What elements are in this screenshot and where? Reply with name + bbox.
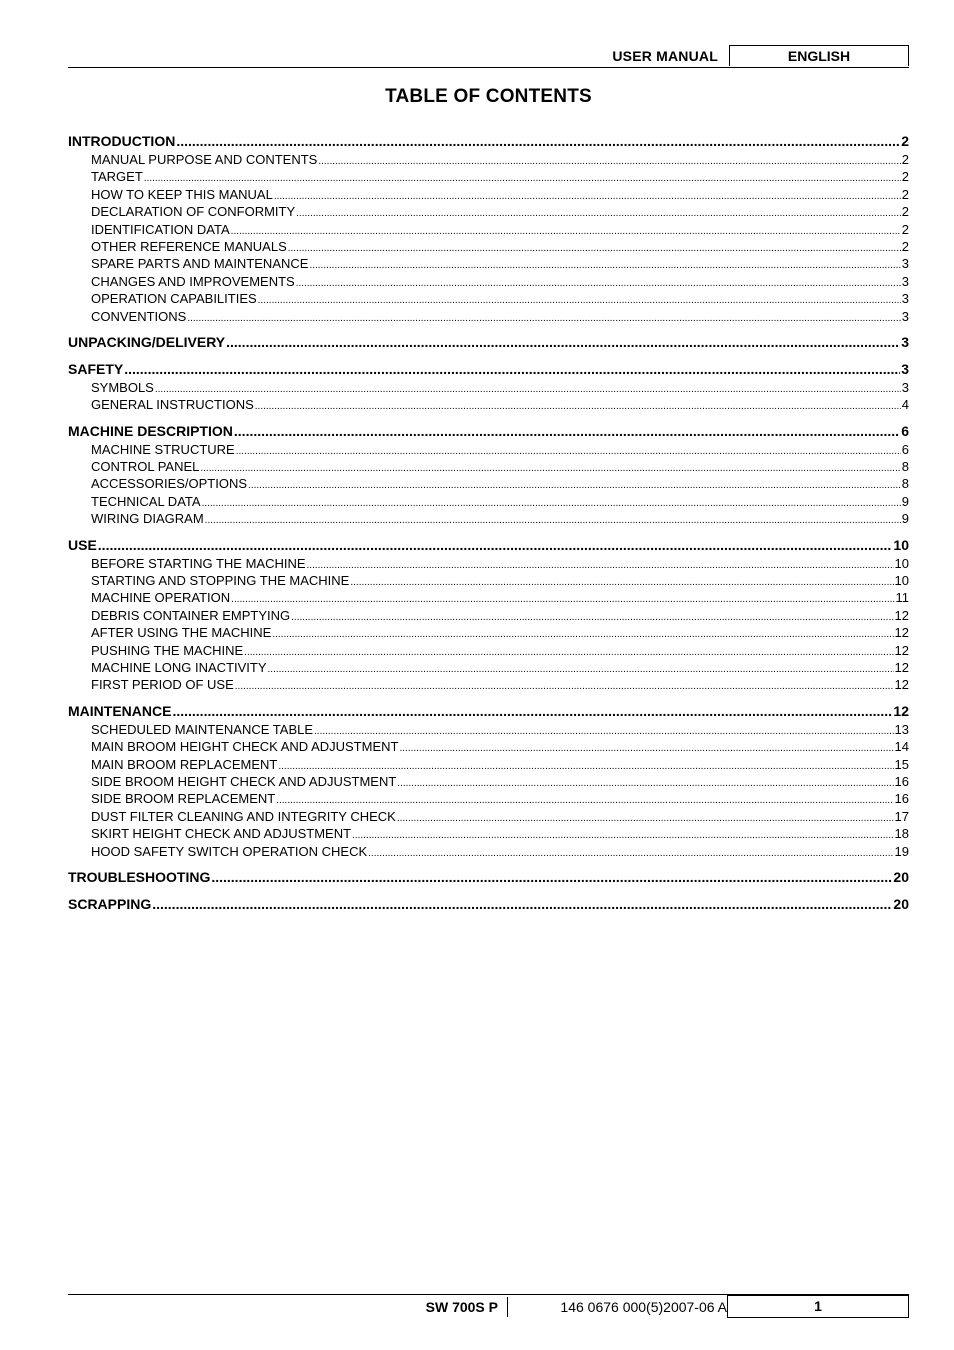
toc-subsection-page: 10 <box>894 555 909 571</box>
dot-leader <box>152 895 892 914</box>
toc-subsection-page: 12 <box>894 677 909 693</box>
toc-subsection-title: HOOD SAFETY SWITCH OPERATION CHECK <box>91 843 368 859</box>
toc-subsection-title: ACCESSORIES/OPTIONS <box>91 476 248 492</box>
toc-section-title: MAINTENANCE <box>68 702 172 719</box>
toc-section-page: 20 <box>893 868 909 885</box>
toc-subsection-title: DECLARATION OF CONFORMITY <box>91 204 296 220</box>
toc-subsection-page: 16 <box>894 791 909 807</box>
toc-section-title: TROUBLESHOOTING <box>68 868 211 885</box>
toc-subsection-title: DEBRIS CONTAINER EMPTYING <box>91 607 291 623</box>
toc-subsection[interactable] <box>68 738 909 755</box>
toc-subsection[interactable] <box>68 168 909 185</box>
dot-leader <box>176 132 900 151</box>
toc-subsection[interactable] <box>68 221 909 238</box>
toc-subsection-page: 12 <box>894 625 909 641</box>
toc-subsection-page: 8 <box>901 476 909 492</box>
toc-subsection-title: DUST FILTER CLEANING AND INTEGRITY CHECK <box>91 808 396 824</box>
toc-subsection[interactable] <box>68 510 909 527</box>
toc-subsection[interactable] <box>68 379 909 396</box>
toc-section[interactable] <box>68 132 909 151</box>
toc-subsection-title: TECHNICAL DATA <box>91 493 201 509</box>
dot-leader <box>268 661 894 676</box>
toc-subsection-page: 3 <box>901 273 909 289</box>
toc-subsection-page: 3 <box>901 379 909 395</box>
dot-leader <box>98 536 893 555</box>
dot-leader <box>276 792 893 807</box>
toc-subsection-title: AFTER USING THE MACHINE <box>91 625 272 641</box>
toc-subsection-title: SPARE PARTS AND MAINTENANCE <box>91 256 309 272</box>
dot-leader <box>244 644 893 659</box>
toc-section-page: 3 <box>901 360 909 377</box>
page-header <box>68 44 909 68</box>
toc-subsection-page: 2 <box>901 204 909 220</box>
dot-leader <box>172 702 892 721</box>
toc-subsection-title: STARTING AND STOPPING THE MACHINE <box>91 573 350 589</box>
toc-subsection[interactable] <box>68 790 909 807</box>
dot-leader <box>397 775 893 790</box>
toc-section-page: 6 <box>901 422 909 439</box>
footer-doc-code: 146 0676 000(5)2007-06 A <box>560 1299 727 1315</box>
toc-subsection[interactable] <box>68 441 909 458</box>
toc-subsection-title: SYMBOLS <box>91 379 154 395</box>
toc-subsection-title: MACHINE STRUCTURE <box>91 441 235 457</box>
toc-subsection-title: SIDE BROOM REPLACEMENT <box>91 791 276 807</box>
toc-subsection-page: 4 <box>901 397 909 413</box>
toc-subsection[interactable] <box>68 555 909 572</box>
toc-subsection[interactable] <box>68 458 909 475</box>
toc-subsection-page: 12 <box>894 659 909 675</box>
dot-leader <box>397 810 894 825</box>
toc-subsection-page: 3 <box>901 291 909 307</box>
toc-subsection-title: CHANGES AND IMPROVEMENTS <box>91 273 295 289</box>
dot-leader <box>368 845 893 860</box>
header-manual-label: USER MANUAL <box>612 48 718 64</box>
toc-subsection-title: MAIN BROOM HEIGHT CHECK AND ADJUSTMENT <box>91 739 399 755</box>
toc-subsection[interactable] <box>68 642 909 659</box>
toc-subsection[interactable] <box>68 255 909 272</box>
toc-subsection[interactable] <box>68 589 909 606</box>
toc-subsection[interactable] <box>68 624 909 641</box>
toc-section-page: 2 <box>901 133 909 149</box>
toc-subsection-page: 11 <box>895 590 909 606</box>
toc-subsection-title: CONTROL PANEL <box>91 459 200 475</box>
dot-leader <box>205 512 901 527</box>
dot-leader <box>226 333 900 352</box>
toc-subsection-page: 9 <box>901 493 909 509</box>
dot-leader <box>314 723 894 738</box>
toc-subsection[interactable] <box>68 843 909 860</box>
dot-leader <box>352 827 893 842</box>
toc-subsection[interactable] <box>68 721 909 738</box>
toc-subsection-title: MACHINE LONG INACTIVITY <box>91 659 267 675</box>
toc-section-page: 10 <box>893 536 909 553</box>
toc-subsection-title: MANUAL PURPOSE AND CONTENTS <box>91 152 318 167</box>
toc-subsection[interactable] <box>68 572 909 589</box>
toc-subsection-title: FIRST PERIOD OF USE <box>91 677 234 693</box>
dot-leader <box>255 398 901 413</box>
toc-subsection-page: 13 <box>894 721 909 737</box>
dot-leader <box>200 460 900 475</box>
toc-subsection[interactable] <box>68 808 909 825</box>
toc-subsection-title: MACHINE OPERATION <box>91 590 231 606</box>
toc-subsection-title: CONVENTIONS <box>91 308 187 324</box>
dot-leader <box>399 740 893 755</box>
dot-leader <box>307 557 894 572</box>
toc-subsection[interactable] <box>68 659 909 676</box>
toc-subsection[interactable] <box>68 238 909 255</box>
toc-subsection[interactable] <box>68 151 909 168</box>
toc-subsection-page: 2 <box>901 238 909 254</box>
dot-leader <box>155 381 901 396</box>
footer-page-number: 1 <box>727 1295 909 1318</box>
dot-leader <box>234 422 900 441</box>
toc-subsection-page: 2 <box>901 186 909 202</box>
toc-subsection[interactable] <box>68 756 909 773</box>
dot-leader <box>248 477 901 492</box>
toc-section[interactable] <box>68 895 909 914</box>
toc-subsection[interactable] <box>68 186 909 203</box>
toc-subsection-title: BEFORE STARTING THE MACHINE <box>91 555 306 571</box>
toc-subsection[interactable] <box>68 607 909 624</box>
toc-subsection[interactable] <box>68 308 909 325</box>
dot-leader <box>274 188 901 203</box>
page-title: TABLE OF CONTENTS <box>385 86 592 107</box>
toc-subsection[interactable] <box>68 273 909 290</box>
dot-leader <box>318 153 900 168</box>
toc-section[interactable] <box>68 868 909 887</box>
dot-leader <box>258 292 901 307</box>
toc-subsection-title: SCHEDULED MAINTENANCE TABLE <box>91 721 314 737</box>
dot-leader <box>296 275 901 290</box>
page-footer <box>68 1294 909 1319</box>
toc-subsection-page: 2 <box>901 152 909 167</box>
toc-subsection-page: 2 <box>901 169 909 185</box>
toc-subsection-page: 12 <box>894 642 909 658</box>
toc-subsection[interactable] <box>68 396 909 413</box>
footer-model: SW 700S P <box>368 1297 508 1317</box>
toc-subsection[interactable] <box>68 290 909 307</box>
dot-leader <box>124 360 900 379</box>
toc-subsection-page: 2 <box>901 221 909 237</box>
toc-subsection-page: 6 <box>901 441 909 457</box>
toc-subsection-page: 17 <box>894 808 909 824</box>
toc-subsection-title: OPERATION CAPABILITIES <box>91 291 257 307</box>
dot-leader <box>211 868 892 887</box>
toc-subsection-page: 10 <box>894 573 909 589</box>
toc-subsection-page: 3 <box>901 308 909 324</box>
table-of-contents <box>68 130 909 914</box>
toc-section[interactable] <box>68 536 909 555</box>
toc-subsection[interactable] <box>68 203 909 220</box>
toc-subsection-page: 14 <box>894 739 909 755</box>
toc-section-page: 12 <box>893 702 909 719</box>
toc-section-title: SAFETY <box>68 360 124 377</box>
toc-subsection-title: IDENTIFICATION DATA <box>91 221 230 237</box>
toc-section[interactable] <box>68 422 909 441</box>
dot-leader <box>144 170 901 185</box>
dot-leader <box>291 609 893 624</box>
dot-leader <box>231 591 894 606</box>
dot-leader <box>236 443 901 458</box>
dot-leader <box>296 205 901 220</box>
toc-subsection-title: MAIN BROOM REPLACEMENT <box>91 756 278 772</box>
toc-section-title: INTRODUCTION <box>68 133 176 149</box>
toc-subsection-page: 8 <box>901 459 909 475</box>
toc-section-title: MACHINE DESCRIPTION <box>68 422 233 439</box>
dot-leader <box>309 257 900 272</box>
dot-leader <box>288 240 901 255</box>
toc-subsection-title: TARGET <box>91 169 143 185</box>
toc-subsection[interactable] <box>68 825 909 842</box>
toc-section-title: SCRAPPING <box>68 895 152 912</box>
toc-subsection[interactable] <box>68 676 909 693</box>
toc-subsection[interactable] <box>68 493 909 510</box>
toc-section-page: 20 <box>893 895 909 912</box>
toc-subsection-title: SKIRT HEIGHT CHECK AND ADJUSTMENT <box>91 826 352 842</box>
dot-leader <box>202 495 901 510</box>
toc-subsection-title: WIRING DIAGRAM <box>91 511 204 527</box>
toc-subsection-title: GENERAL INSTRUCTIONS <box>91 397 254 413</box>
toc-subsection-page: 19 <box>894 843 909 859</box>
dot-leader <box>350 574 893 589</box>
toc-subsection-page: 12 <box>894 607 909 623</box>
toc-subsection-title: HOW TO KEEP THIS MANUAL <box>91 186 273 202</box>
toc-subsection[interactable] <box>68 773 909 790</box>
toc-subsection-page: 16 <box>894 773 909 789</box>
dot-leader <box>231 223 901 238</box>
toc-subsection-title: PUSHING THE MACHINE <box>91 642 244 658</box>
toc-section-page: 3 <box>901 333 909 350</box>
toc-section[interactable] <box>68 702 909 721</box>
dot-leader <box>272 626 893 641</box>
toc-section[interactable] <box>68 360 909 379</box>
dot-leader <box>278 758 893 773</box>
toc-subsection-title: SIDE BROOM HEIGHT CHECK AND ADJUSTMENT <box>91 773 397 789</box>
toc-subsection[interactable] <box>68 475 909 492</box>
header-language-box: ENGLISH <box>729 45 909 66</box>
toc-subsection-page: 18 <box>894 826 909 842</box>
dot-leader <box>187 310 900 325</box>
toc-subsection-title: OTHER REFERENCE MANUALS <box>91 238 287 254</box>
dot-leader <box>235 678 894 693</box>
toc-section[interactable] <box>68 333 909 352</box>
toc-section-title: UNPACKING/DELIVERY <box>68 333 226 350</box>
toc-subsection-page: 9 <box>901 511 909 527</box>
toc-subsection-page: 3 <box>901 256 909 272</box>
toc-section-title: USE <box>68 536 97 553</box>
toc-subsection-page: 15 <box>894 756 909 772</box>
